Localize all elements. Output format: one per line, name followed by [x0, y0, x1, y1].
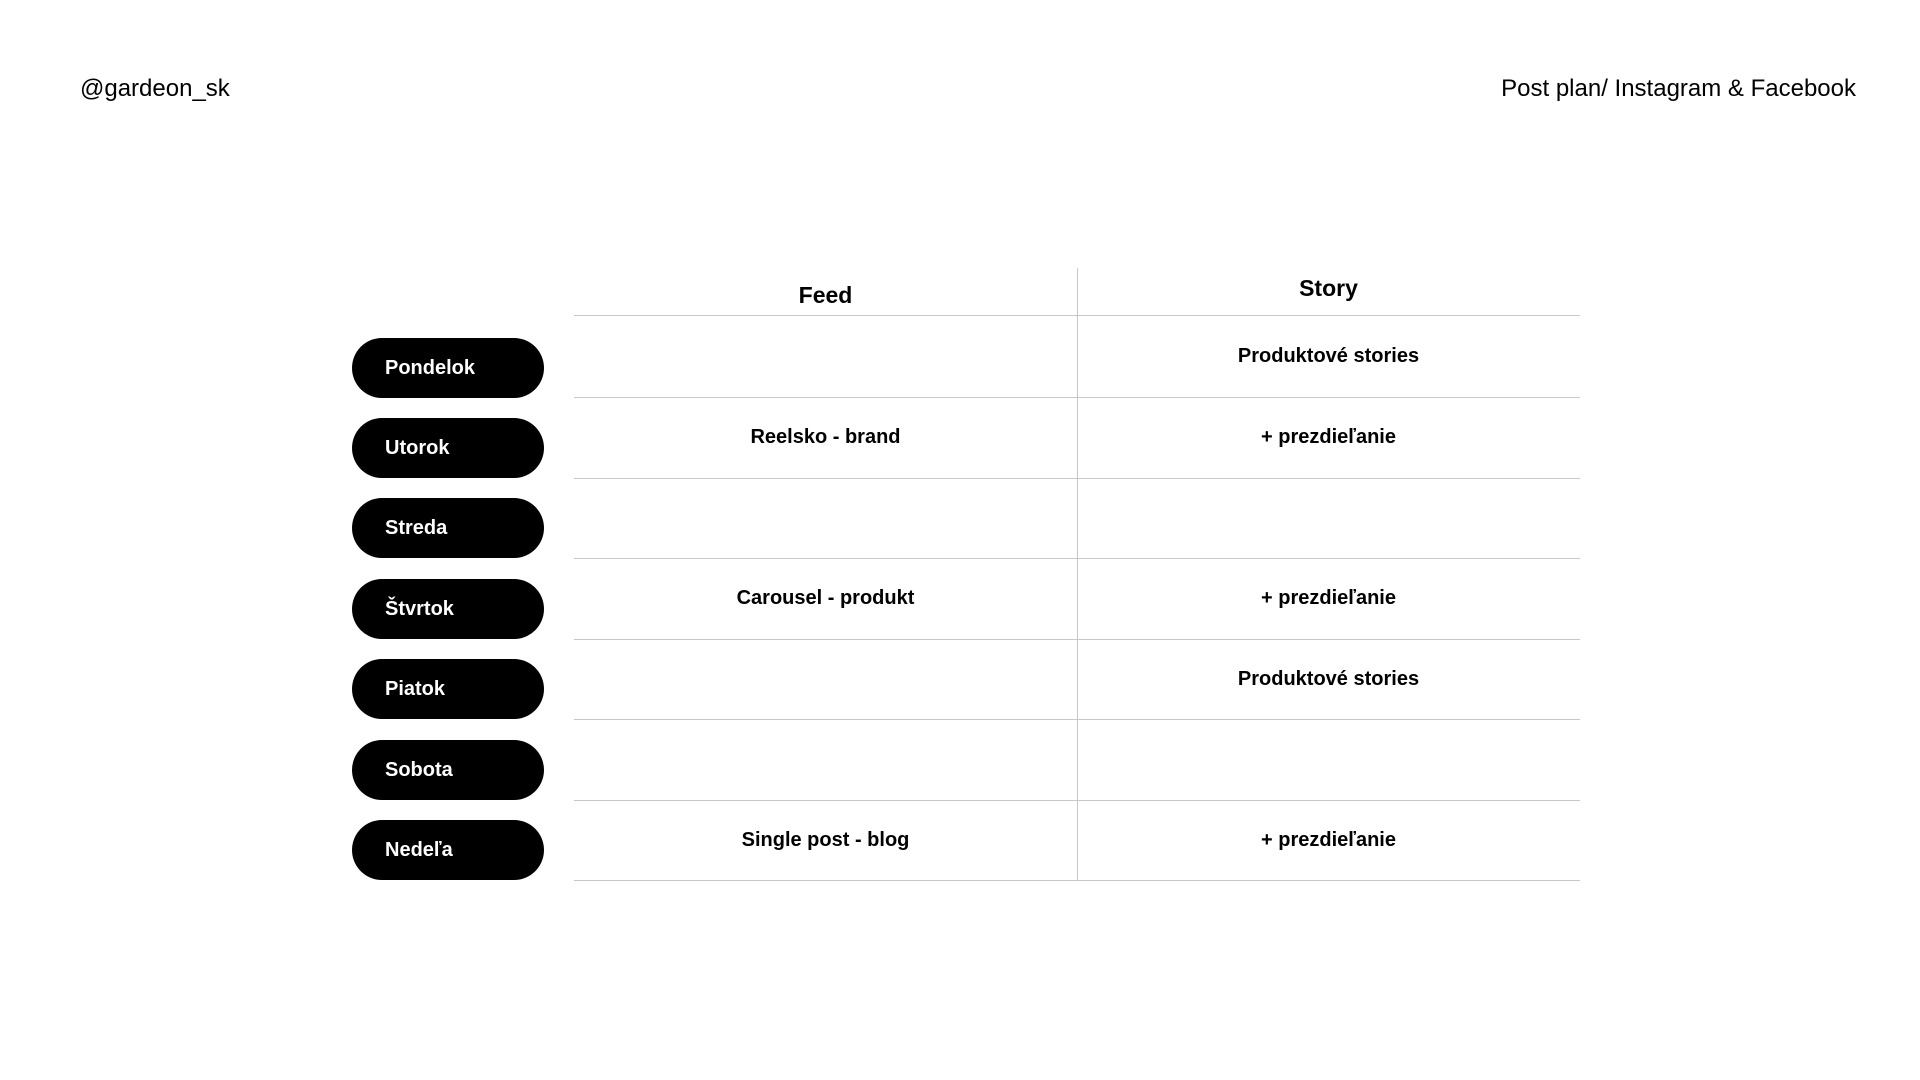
day-pill-sobota: Sobota [352, 740, 544, 800]
story-cell [1077, 478, 1580, 558]
day-pill-pondelok: Pondelok [352, 338, 544, 398]
feed-cell [574, 316, 1077, 396]
feed-cell [574, 478, 1077, 558]
feed-cell: Carousel - produkt [736, 587, 915, 609]
story-cell [1077, 719, 1580, 799]
row-divider [574, 880, 1580, 881]
feed-cell [574, 639, 1077, 719]
day-pill-utorok: Utorok [352, 418, 544, 478]
day-pill-streda: Streda [352, 498, 544, 558]
schedule-table [574, 268, 1580, 881]
feed-cell: Reelsko - brand [750, 426, 901, 448]
column-header-story: Story [1299, 275, 1358, 301]
story-cell: + prezdieľanie [1261, 587, 1396, 609]
feed-cell [574, 719, 1077, 799]
account-handle: @gardeon_sk [80, 75, 230, 102]
column-header-feed: Feed [798, 282, 853, 308]
day-pill-nedela: Nedeľa [352, 820, 544, 880]
day-pill-piatok: Piatok [352, 659, 544, 719]
story-cell: Produktové stories [1237, 668, 1420, 690]
plan-title: Post plan/ Instagram & Facebook [1501, 75, 1856, 102]
story-cell: + prezdieľanie [1261, 829, 1396, 851]
feed-cell: Single post - blog [741, 829, 910, 851]
story-cell: + prezdieľanie [1261, 426, 1396, 448]
day-pill-stvrtok: Štvrtok [352, 579, 544, 639]
story-cell: Produktové stories [1237, 345, 1420, 367]
